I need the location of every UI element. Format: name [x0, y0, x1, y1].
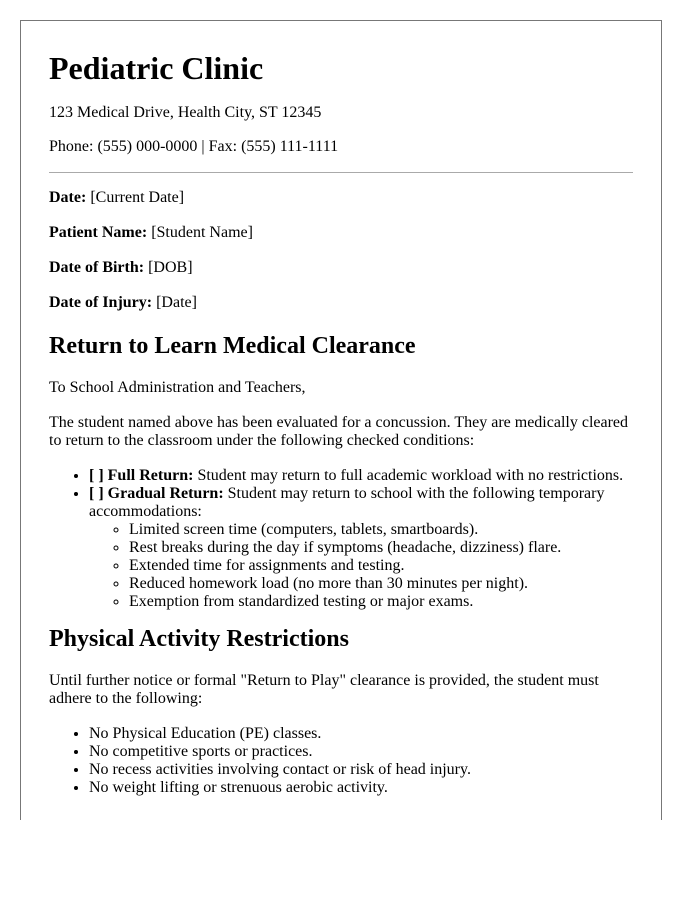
list-item: • No Physical Education (PE) classes. — [89, 725, 633, 743]
clinic-address: 123 Medical Drive, Health City, ST 12345 — [49, 104, 322, 121]
list-item: ◦ Rest breaks during the day if symptoms (headache, dizziness) flare. — [129, 539, 633, 557]
field-value: [Date] — [156, 294, 197, 311]
accommodations-list — [89, 521, 633, 611]
field-date-of-birth — [49, 258, 633, 278]
field-label: Date: — [49, 189, 87, 206]
option-full-return — [89, 467, 633, 485]
field-value: [Student Name] — [151, 224, 253, 241]
clearance-options-list — [49, 467, 633, 611]
clinic-contact: Phone: (555) 000-0000 | Fax: (555) 111-1111 — [49, 138, 339, 155]
list-item: ◦ Reduced homework load (no more than 30 minutes per night). — [129, 575, 633, 593]
list-item: • No weight lifting or strenuous aerobic activity. — [89, 779, 633, 797]
option-label: [ ] Gradual Return: — [89, 485, 224, 502]
option-text: Student may return to full academic workload with no restrictions. — [193, 467, 624, 484]
section-title-physical-activity: Physical Activity Restrictions — [49, 626, 349, 652]
list-item: ◦ Exemption from standardized testing or major exams. — [129, 593, 633, 611]
restrictions-intro: Until further notice or formal "Return to Play" clearance is provided, the student must adhere to the following: — [49, 672, 599, 707]
field-label: Patient Name: — [49, 224, 148, 241]
field-date-of-injury — [49, 293, 633, 313]
field-patient-name — [49, 223, 633, 243]
option-gradual-return — [89, 485, 633, 611]
list-item: • No recess activities involving contact or risk of head injury. — [89, 761, 633, 779]
list-item: ◦ Extended time for assignments and testing. — [129, 557, 633, 575]
field-value: [DOB] — [148, 259, 193, 276]
greeting: To School Administration and Teachers, — [49, 379, 306, 396]
restrictions-list — [49, 725, 633, 797]
document-page — [20, 20, 662, 820]
field-date — [49, 188, 633, 208]
option-label: [ ] Full Return: — [89, 467, 194, 484]
section-title-return-to-learn: Return to Learn Medical Clearance — [49, 333, 416, 359]
header-divider — [49, 172, 633, 173]
list-item: ◦ Limited screen time (computers, tablets, smartboards). — [129, 521, 633, 539]
list-item: • No competitive sports or practices. — [89, 743, 633, 761]
field-value: [Current Date] — [90, 189, 185, 206]
option-text: Student may return to school with the following temporary accommodations: — [89, 485, 605, 520]
field-label: Date of Birth: — [49, 259, 145, 276]
intro-paragraph: The student named above has been evaluated for a concussion. They are medically cleared to return to the classroom under the following checked conditions: — [49, 414, 629, 449]
clinic-name: Pediatric Clinic — [49, 50, 264, 86]
field-label: Date of Injury: — [49, 294, 153, 311]
